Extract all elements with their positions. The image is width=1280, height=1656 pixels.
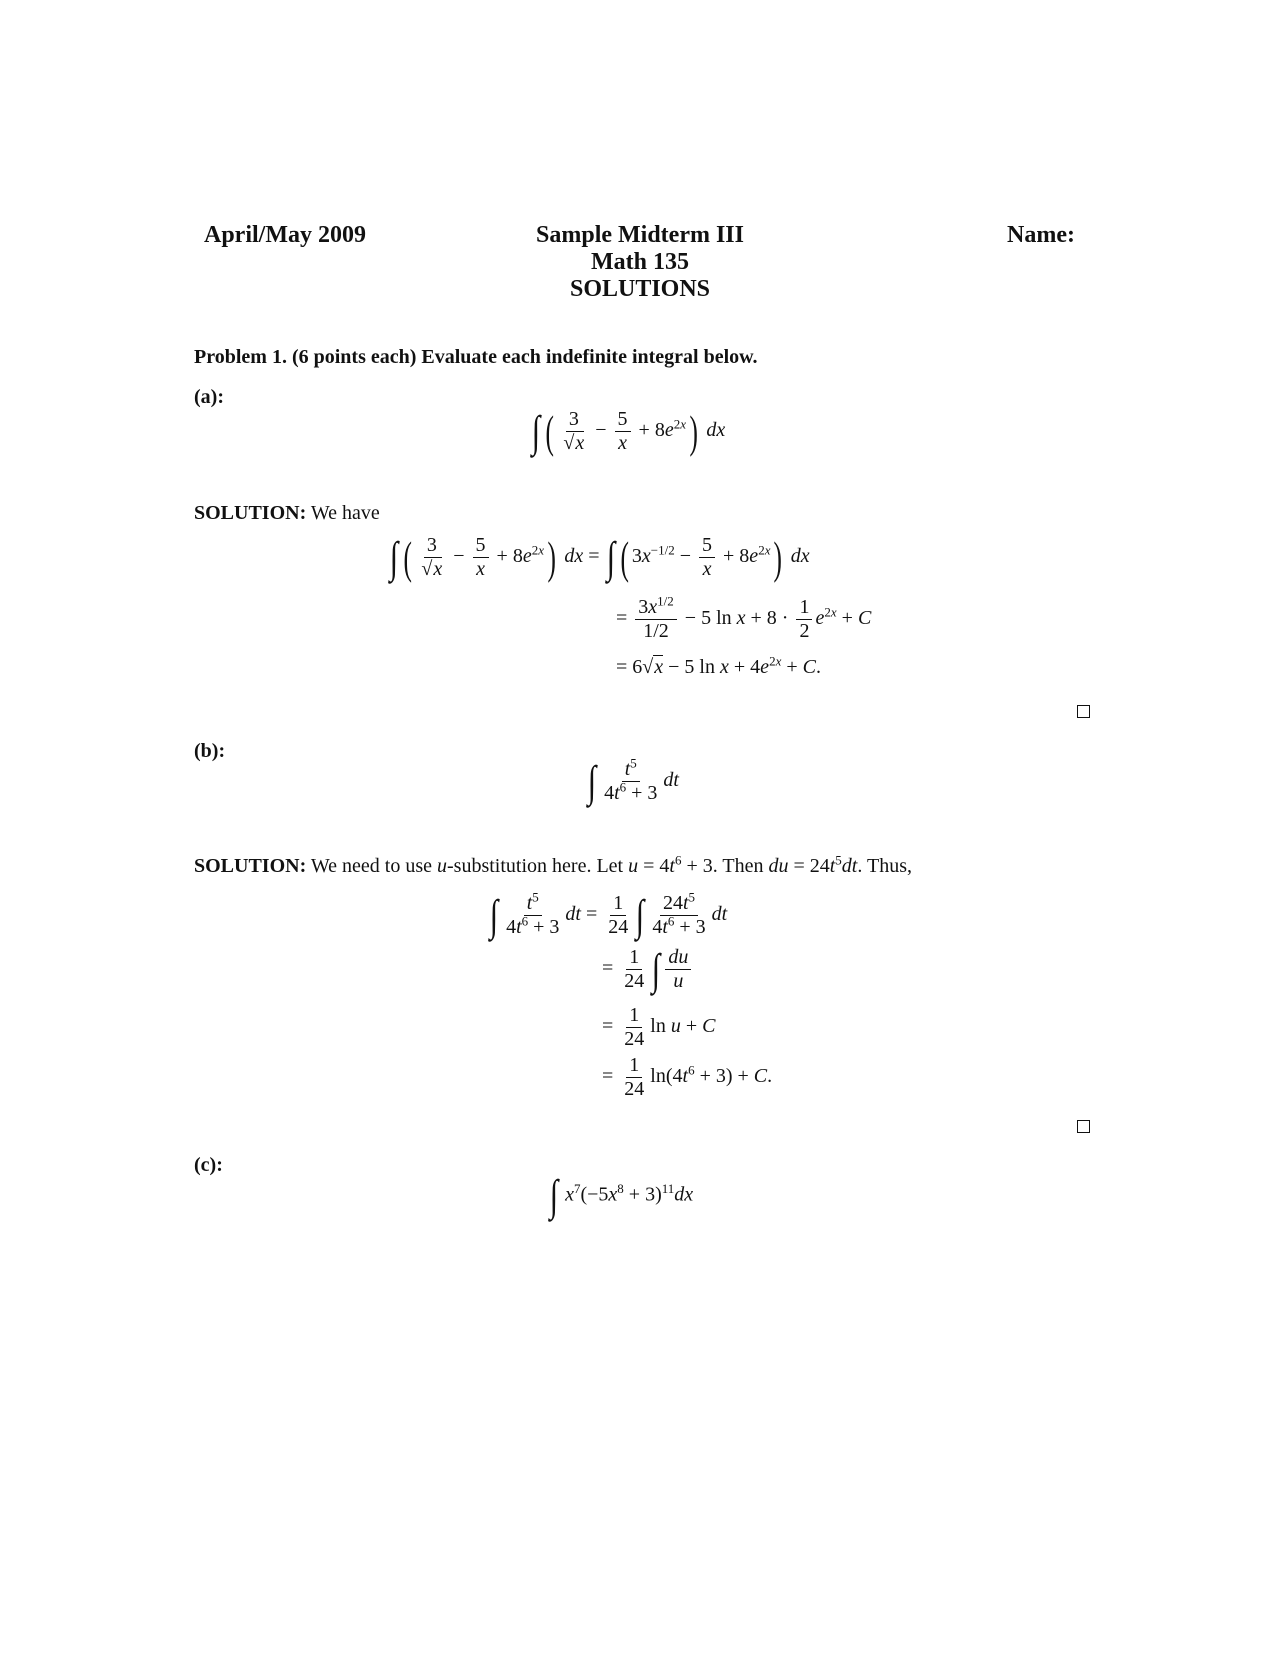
part-a-solution-text: We have: [310, 502, 380, 524]
title-line-1: Sample Midterm III: [536, 222, 744, 248]
part-b-step-1: ∫ $\frac{t^5}{4t^6 + 3}$ dt = $\frac{1}{24}$ ∫ $\frac{24t^5}{4t^6 + 3}$ dt: [489, 889, 728, 940]
part-b-label: (b):: [194, 740, 226, 762]
part-b-solution-text-2: -substitution here. Let: [447, 855, 629, 877]
part-a-step-1: ∫ ( $\frac{3}{√x}$ − $\frac{5}{x}$ + $8e^{2x}$) dx = ∫ ( $3x^{-1/2}$ − $\frac{5}{x}$ + $8e^{2x}$) dx: [389, 531, 810, 583]
exam-title: [470, 222, 810, 303]
name-label: Name:: [1007, 222, 1075, 248]
problem-statement: [194, 346, 758, 369]
part-a-step-3: = 6√x − 5 $\ln x + 4e^{2x} + C$.: [616, 653, 821, 678]
part-a-solution-label: SOLUTION:: [194, 502, 307, 524]
part-a-integral: ∫ ( $\frac{3}{√x}$ − $\frac{5}{x}$ + $8e^{2x}$) dx: [531, 405, 726, 457]
part-a-solution-intro: [194, 502, 380, 525]
part-b-integral: ∫ $\frac{t^5}{4t^6 + 3}$ dt: [587, 755, 679, 806]
problem-instruction: Evaluate each indefinite integral below.: [421, 346, 758, 368]
problem-label: Problem 1.: [194, 346, 287, 368]
exam-date: April/May 2009: [204, 222, 366, 248]
part-a-step-2: = $\frac{3x^{1/2}}{1/2}$ − 5 ln x + 8 · $\frac{1}{2}$ $e^{2x} + C$: [616, 593, 872, 642]
part-b-solution-intro: SOLUTION: We need to use u-substitution here. Let $u = 4t^6 + 3$. Then du = $24t^5dt$. Thus,: [194, 852, 912, 877]
part-c-label: (c):: [194, 1154, 223, 1176]
part-b-step-4: = $\frac{1}{24}$ $\ln(4t^6 + 3) + C$.: [602, 1054, 773, 1100]
part-b-solution-text-4: . Thus,: [857, 855, 912, 877]
problem-points: (6 points each): [291, 346, 417, 368]
part-b-solution-text-1: We need to use: [310, 855, 438, 877]
part-a-label: (a):: [194, 386, 224, 408]
qed-square-b-icon: [1077, 1120, 1090, 1133]
part-b-step-2: = $\frac{1}{24}$ ∫ $\frac{du}{u}$: [602, 946, 694, 993]
part-b-solution-label: SOLUTION:: [194, 855, 307, 877]
qed-square-a-icon: [1077, 705, 1090, 718]
title-line-2: Math 135: [591, 249, 689, 275]
part-b-step-3: = $\frac{1}{24}$ ln u + C: [602, 1004, 716, 1050]
part-b-solution-text-3: . Then: [712, 855, 769, 877]
part-c-integral: ∫ $x^7(-5x^8 + 3)^{11}dx$: [549, 1171, 694, 1220]
title-line-3: SOLUTIONS: [569, 276, 711, 302]
